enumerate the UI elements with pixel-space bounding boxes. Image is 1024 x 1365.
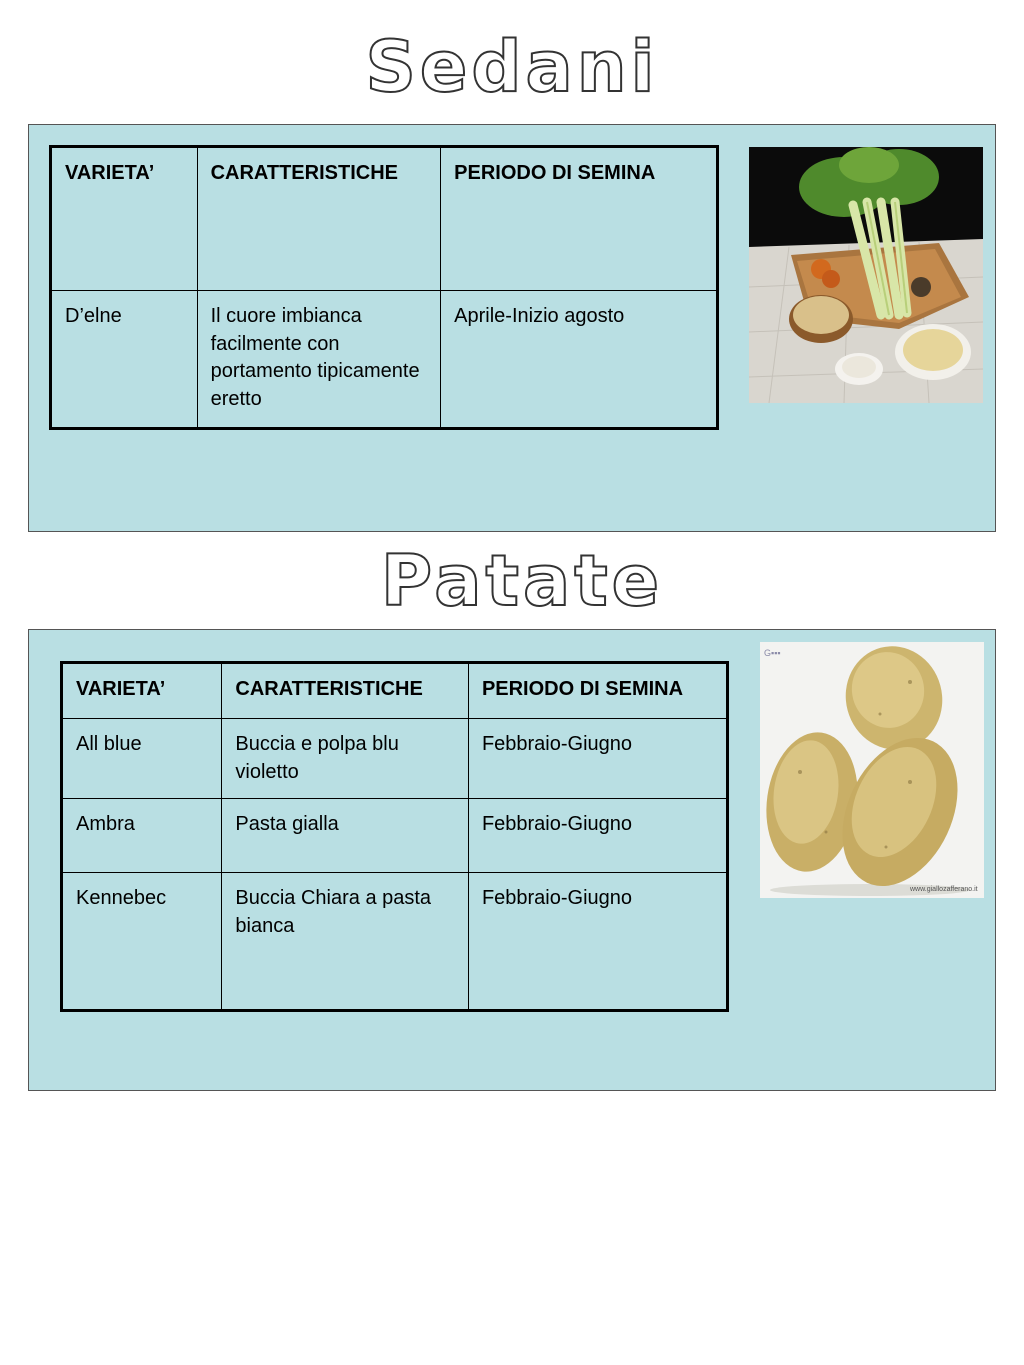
header-caratteristiche: CARATTERISTICHE xyxy=(197,147,441,291)
header-varieta: VARIETA’ xyxy=(51,147,198,291)
potato-photo xyxy=(760,642,984,898)
patate-title: Patate xyxy=(380,540,664,622)
cell-periodo: Aprile-Inizio agosto xyxy=(441,291,718,429)
sedani-title: Sedani xyxy=(365,26,659,108)
cell-periodo: Febbraio-Giugno xyxy=(468,799,727,873)
header-periodo: PERIODO DI SEMINA xyxy=(441,147,718,291)
table-row xyxy=(51,291,718,429)
table-row xyxy=(62,719,728,799)
cell-caratteristiche: Buccia e polpa blu violetto xyxy=(222,719,469,799)
header-varieta: VARIETA’ xyxy=(62,663,222,719)
cell-varieta: All blue xyxy=(62,719,222,799)
cell-periodo: Febbraio-Giugno xyxy=(468,719,727,799)
celery-photo xyxy=(749,147,983,403)
cell-caratteristiche: Il cuore imbianca facilmente con portamento tipicamente eretto xyxy=(197,291,441,429)
cell-caratteristiche: Pasta gialla xyxy=(222,799,469,873)
patate-table xyxy=(60,661,729,1012)
sedani-table xyxy=(49,145,719,430)
cell-varieta: D’elne xyxy=(51,291,198,429)
table-row xyxy=(62,799,728,873)
patate-panel xyxy=(28,629,996,1091)
table-header-row xyxy=(62,663,728,719)
cell-varieta: Ambra xyxy=(62,799,222,873)
table-row xyxy=(62,873,728,1011)
cell-varieta: Kennebec xyxy=(62,873,222,1011)
sedani-panel xyxy=(28,124,996,532)
photo-watermark: www.giallozafferano.it xyxy=(910,886,978,893)
svg-text:G▪▪▪: G▪▪▪ xyxy=(764,648,781,658)
cell-caratteristiche: Buccia Chiara a pasta bianca xyxy=(222,873,469,1011)
table-header-row xyxy=(51,147,718,291)
header-periodo: PERIODO DI SEMINA xyxy=(468,663,727,719)
header-caratteristiche: CARATTERISTICHE xyxy=(222,663,469,719)
cell-periodo: Febbraio-Giugno xyxy=(468,873,727,1011)
